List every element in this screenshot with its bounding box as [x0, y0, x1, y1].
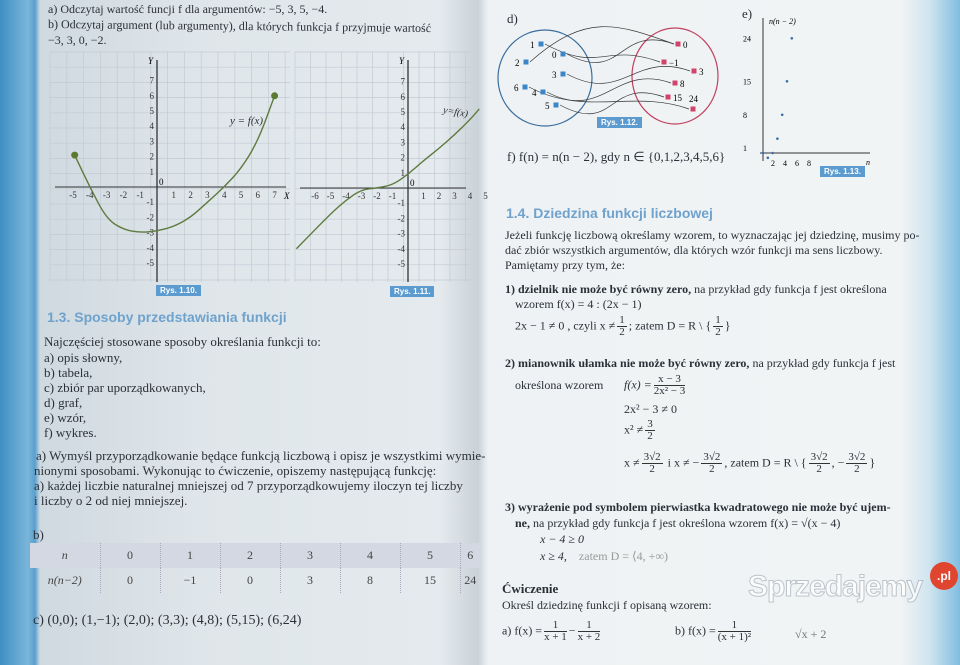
step-text: x ≠ — [624, 455, 640, 470]
f-formula: f) f(n) = n(n − 2), gdy n ∈ {0,1,2,3,4,5,6} — [507, 149, 726, 164]
graph2-origin-label: 0 — [410, 178, 415, 188]
label: a) f(x) = — [502, 623, 543, 638]
table-cell-n: 4 — [340, 543, 400, 568]
graph2-x-tick: -5 — [326, 191, 335, 201]
method-item: c) zbiór par uporządkowanych, — [44, 380, 206, 395]
figure-caption-1-11: Rys. 1.11. — [390, 286, 434, 297]
table-cell-value: 8 — [340, 568, 400, 593]
exercise-b — [675, 620, 753, 643]
domain-label: 0 — [552, 50, 557, 60]
step-text: x ≥ 4, — [540, 549, 567, 563]
rule-3-line2 — [515, 516, 840, 531]
graph2-x-tick: 2 — [436, 191, 442, 201]
exercise-a — [502, 620, 602, 643]
numerator: 1 — [718, 620, 751, 632]
denominator: 2 — [816, 463, 822, 475]
domain-point — [561, 52, 566, 57]
graph1-x-tick: 2 — [188, 190, 193, 200]
fraction — [645, 419, 655, 442]
graph2-y-tick: 5 — [400, 107, 405, 117]
graph2-y-tick: -3 — [397, 228, 405, 239]
codomain-label: 8 — [680, 79, 685, 89]
scatter-x-tick: 4 — [783, 159, 787, 168]
graph1-y-tick: 7 — [149, 75, 154, 86]
table-cell-n: 2 — [220, 543, 280, 568]
function-graphs — [0, 0, 488, 300]
calc-text: } — [724, 318, 731, 333]
graph1-y-tick: 1 — [149, 166, 154, 177]
table-header-n: n — [30, 543, 100, 568]
rule-1-rest: na przykład gdy funkcja f jest określona — [691, 282, 887, 296]
graph2-y-tick: 4 — [400, 122, 405, 133]
fraction — [713, 315, 723, 338]
domain-set-ellipse — [498, 30, 592, 126]
graph1-endpoint — [271, 92, 278, 99]
denominator: 2 — [647, 430, 653, 442]
method-item: f) wykres. — [44, 425, 97, 440]
scatter-point — [786, 80, 789, 83]
fraction — [544, 620, 567, 643]
graph1-x-tick: -3 — [102, 190, 111, 200]
graph2-x-tick: -6 — [311, 191, 319, 201]
fraction — [718, 620, 751, 643]
graph1-x-tick: 5 — [238, 190, 244, 200]
rule-2-step1: 2x² − 3 ≠ 0 — [624, 402, 677, 416]
scatter-point — [771, 152, 774, 155]
rule-3-step2 — [540, 549, 668, 564]
scatter-x-label: n — [866, 158, 870, 167]
domain-label: 2 — [515, 58, 520, 68]
graph2-y-tick: -1 — [397, 198, 405, 209]
denominator: 2 — [854, 463, 860, 475]
numerator: 3√2 — [810, 451, 828, 463]
graph1-y-tick: 4 — [149, 121, 154, 132]
graph1-y-tick: 2 — [149, 151, 154, 162]
codomain-point — [666, 95, 671, 100]
intro-line: Jeżeli funkcję liczbową określamy wzorem, to wyznaczając jej dziedzinę, musimy po- — [505, 228, 920, 242]
graph1-x-axis-label: X — [284, 191, 290, 201]
label: b) f(x) = — [675, 623, 716, 638]
figure-caption-1-10: Rys. 1.10. — [156, 285, 201, 296]
scatter-point — [767, 156, 770, 159]
graph1-y-tick: 6 — [149, 90, 154, 101]
rule-2 — [505, 356, 895, 371]
d-label: d) — [507, 11, 518, 26]
rule-2-rest: na przykład gdy funkcja f jest — [749, 356, 896, 370]
domain-label: 4 — [532, 88, 537, 98]
graph2-y-tick: -2 — [397, 213, 405, 224]
fraction — [809, 452, 830, 475]
graph1-y-tick: -2 — [146, 212, 154, 223]
graph2-y-tick: 2 — [400, 152, 405, 163]
table-cell-n: 6 — [460, 543, 480, 568]
step-text: , zatem D = R \ { — [724, 455, 807, 470]
methods-intro: Najczęściej stosowane sposoby określania funkcji to: — [44, 334, 321, 349]
codomain-point — [692, 69, 697, 74]
graph2-x-tick: -4 — [342, 191, 350, 201]
codomain-label: 0 — [683, 40, 688, 50]
domain-label: 3 — [552, 70, 557, 80]
table-cell-value: 24 — [460, 568, 480, 593]
graph2-x-tick: 1 — [421, 191, 426, 201]
numerator: 3√2 — [643, 451, 661, 463]
numerator: 1 — [715, 314, 721, 326]
domain-point — [539, 42, 544, 47]
table-cell-value: 0 — [220, 568, 280, 593]
numerator: 3√2 — [848, 451, 866, 463]
numerator: 1 — [619, 314, 625, 326]
graph2-y-tick: 7 — [400, 76, 405, 87]
fraction — [642, 452, 663, 475]
watermark: Sprzedajemy — [748, 570, 923, 603]
domain-point — [541, 90, 546, 95]
rule-3-bold: 3) wyrażenie pod symbolem pierwiastka kwadratowego nie może być ujem- — [505, 500, 891, 514]
step-text: zatem D = ⟨4, +∞) — [578, 549, 669, 563]
denominator: 2 — [649, 463, 655, 475]
graph1-x-tick: -5 — [69, 190, 77, 200]
rule-2-step2 — [624, 419, 657, 442]
step-text: } — [869, 455, 876, 470]
scatter-x-tick: 6 — [795, 159, 799, 168]
graph2-y-tick: -5 — [397, 259, 405, 269]
graph2-x-tick: -3 — [357, 191, 366, 201]
codomain-label: −1 — [669, 58, 679, 68]
domain-label: 5 — [545, 101, 550, 111]
graph1-label: y = f(x) — [230, 115, 264, 127]
codomain-label: 3 — [699, 67, 704, 77]
table-cell-value: 15 — [400, 568, 460, 593]
graph2-x-tick: 3 — [452, 191, 457, 201]
task-b: b) Odczytaj argument (lub argumenty), dla których funkcja f przyjmuje wartość — [47, 17, 432, 36]
numerator: 1 — [578, 620, 601, 632]
intro-line: Pamiętamy przy tym, że: — [505, 258, 625, 272]
exercise-line: a) każdej liczbie naturalnej mniejszej od 7 przyporządkowujemy iloczyn tej liczby — [34, 478, 463, 493]
codomain-point — [676, 42, 681, 47]
codomain-point — [662, 60, 667, 65]
numerator: 1 — [544, 620, 567, 632]
method-item: e) wzór, — [44, 410, 87, 425]
graph2-y-axis-label: Y — [399, 56, 405, 66]
watermark-badge: .pl — [930, 562, 958, 590]
task-b-values: −3, 3, 0, −2. — [48, 33, 107, 47]
minus: − — [568, 623, 576, 638]
graph2-x-tick: -2 — [373, 191, 381, 201]
mapping-arrow — [529, 87, 689, 109]
rule-1-bold: 1) dzielnik nie może być równy zero, — [505, 282, 692, 296]
fraction — [846, 452, 867, 475]
rule-2-line2: określona wzorem — [515, 378, 604, 392]
codomain-point — [673, 81, 678, 86]
scatter-point — [762, 152, 765, 155]
method-item: b) tabela, — [44, 365, 93, 380]
scatter-y-tick: 15 — [743, 77, 751, 87]
graph1-x-tick: 6 — [255, 190, 261, 200]
scatter-x-tick: 8 — [807, 159, 811, 168]
section-1-4-title: 1.4. Dziedzina funkcji liczbowej — [506, 205, 713, 221]
exercise-title: Ćwiczenie — [502, 581, 559, 596]
mapping-arrow — [567, 66, 690, 83]
scatter-y-tick: 24 — [743, 34, 751, 44]
table-label: b) — [33, 527, 44, 542]
graph1-y-tick: -4 — [146, 242, 154, 253]
domain-label: 6 — [514, 83, 519, 93]
rule-3-rest: na przykład gdy funkcja f jest określona wzorem f(x) = √(x − 4) — [530, 516, 841, 530]
mapping-arrow — [560, 93, 664, 114]
figure-caption-1-13: Rys. 1.13. — [820, 166, 865, 177]
denominator: x + 2 — [577, 631, 601, 643]
table-cell-n: 1 — [160, 543, 220, 568]
fraction — [701, 452, 722, 475]
graph2-x-tick: -1 — [388, 191, 397, 201]
rule-2-step3 — [624, 452, 875, 475]
domain-point — [561, 72, 566, 77]
domain-point — [554, 103, 559, 108]
rule-3-step1: x − 4 ≥ 0 — [540, 532, 585, 546]
exercise-line: nionymi sposobami. Wykonując to ćwiczenie, opiszemy następującą funkcję: — [34, 463, 437, 478]
domain-label: 1 — [530, 40, 535, 50]
numerator: 3√2 — [703, 451, 721, 463]
ordered-pairs: c) (0,0); (1,−1); (2,0); (3,3); (4,8); (5,15); (6,24) — [33, 613, 302, 628]
table-header-nn2: n(n−2) — [47, 573, 82, 587]
graph2-x-tick: 5 — [483, 191, 488, 201]
scatter-y-tick: 1 — [743, 144, 747, 154]
graph2-label: y=f(x) — [442, 104, 469, 121]
step-text: , − — [831, 455, 845, 470]
graph1-y-axis-label: Y — [148, 56, 154, 66]
graph1-x-tick: -1 — [136, 190, 144, 200]
scatter-plot — [730, 10, 880, 175]
task-a: a) Odczytaj wartość funcji f dla argumentów: −5, 3, 5, −4. — [48, 2, 328, 16]
graph1-x-tick: 3 — [205, 190, 210, 200]
graph2-y-tick: 3 — [400, 137, 405, 148]
graph1-origin-label: 0 — [159, 177, 164, 187]
method-item: a) opis słowny, — [44, 350, 123, 365]
table-cell-value: −1 — [160, 568, 220, 593]
graph1-x-tick: 1 — [171, 190, 177, 200]
table-cell-value: 0 — [100, 568, 160, 593]
rule-2-formula — [624, 374, 687, 397]
scatter-point — [791, 37, 794, 40]
graph2-x-tick: 4 — [467, 191, 473, 201]
graph1-x-tick: -2 — [119, 190, 128, 200]
denominator: x + 1 — [544, 631, 567, 643]
table-cell-n: 5 — [400, 543, 460, 568]
rule-2-bold: 2) mianownik ułamka nie może być równy zero, — [505, 356, 750, 370]
graph1-x-tick: -4 — [86, 190, 94, 200]
section-1-3-title: 1.3. Sposoby przedstawiania funkcji — [47, 309, 287, 325]
graph1-y-tick: -5 — [146, 258, 154, 268]
graph1-x-tick: 4 — [221, 190, 227, 200]
exercise-line: a) Wymyśl przyporządkowanie będące funkcją liczbową i opisz je wszystkimi wymie- — [36, 448, 486, 463]
step-text: x² ≠ — [624, 422, 644, 437]
domain-point — [523, 85, 528, 90]
graph1-endpoint — [71, 152, 78, 159]
numerator: 3 — [647, 418, 653, 430]
numerator: x − 3 — [654, 374, 686, 386]
codomain-set-ellipse — [632, 28, 718, 124]
scatter-x-tick: 2 — [771, 159, 775, 168]
fraction — [654, 374, 686, 397]
calc-text: 2x − 1 ≠ 0 , czyli x ≠ — [515, 318, 616, 333]
figure-caption-1-12: Rys. 1.12. — [597, 117, 642, 128]
graph2-y-tick: 6 — [400, 91, 405, 102]
rule-1-calc — [515, 315, 731, 338]
graph2-y-tick: -4 — [397, 243, 405, 254]
fraction — [578, 620, 601, 643]
rule-1 — [505, 282, 887, 297]
graph1-x-tick: 7 — [272, 190, 277, 200]
scatter-y-tick: 8 — [743, 110, 747, 120]
scatter-point — [776, 137, 779, 140]
table-cell-n: 0 — [100, 543, 160, 568]
graph2-y-tick: 1 — [400, 167, 405, 178]
graph1-y-tick: -3 — [146, 227, 154, 238]
denominator: 2x² − 3 — [653, 385, 686, 397]
calc-text: ; zatem D = R \ { — [628, 318, 712, 333]
e-label: e) — [742, 6, 753, 21]
intro-line: dać zbiór wszystkich argumentów, dla których wzór funkcji ma sens liczbowy. — [505, 243, 883, 257]
rule-1-formula: wzorem f(x) = 4 : (2x − 1) — [515, 297, 642, 311]
denominator: (x + 1)² — [717, 631, 752, 643]
codomain-point — [691, 107, 696, 112]
graph1-y-tick: 3 — [149, 136, 154, 147]
graph1-y-tick: 5 — [149, 106, 154, 116]
scatter-point — [781, 113, 784, 116]
method-item: d) graf, — [44, 395, 83, 410]
fx: f(x) = — [624, 377, 652, 392]
mapping-arrow — [547, 79, 671, 101]
fraction — [617, 315, 627, 338]
rule-3-bold2: ne, — [515, 516, 530, 530]
step-text: i x ≠ − — [664, 455, 700, 470]
graph1-y-tick: -1 — [146, 197, 154, 208]
domain-point — [524, 60, 529, 65]
scatter-y-label: n(n − 2) — [769, 17, 796, 26]
denominator: 2 — [715, 326, 721, 338]
values-table — [30, 543, 480, 593]
exercise-instruction: Określ dziedzinę funkcji f opisaną wzorem: — [502, 598, 712, 612]
codomain-label: 24 — [689, 94, 698, 104]
denominator: 2 — [619, 326, 625, 338]
exercise-line: i liczby o 2 od niej mniejszej. — [34, 493, 188, 508]
codomain-label: 15 — [673, 93, 682, 103]
mapping-arrow — [567, 40, 674, 63]
exercise-b-tail: √x + 2 — [795, 627, 827, 641]
denominator: 2 — [709, 463, 715, 475]
table-cell-n: 3 — [280, 543, 340, 568]
table-cell-value: 3 — [280, 568, 340, 593]
